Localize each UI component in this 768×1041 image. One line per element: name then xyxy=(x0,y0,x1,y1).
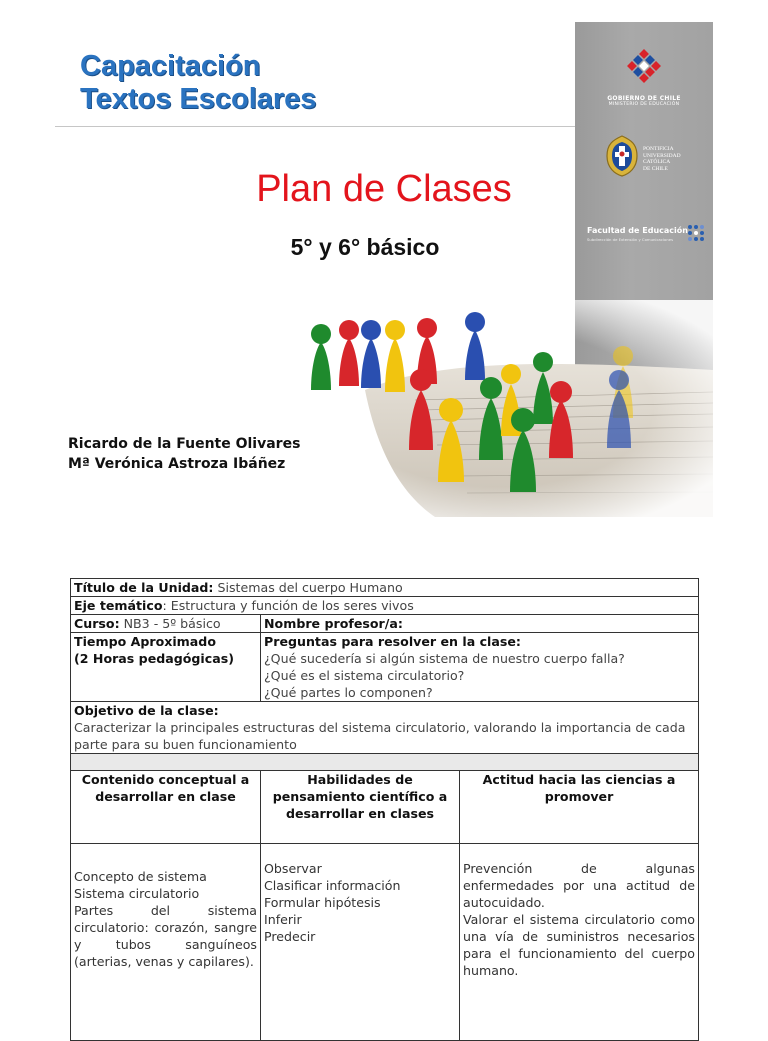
unit-value: Sistemas del cuerpo Humano xyxy=(213,580,403,595)
skill-item: Observar xyxy=(264,861,322,876)
question-item: ¿Qué sucedería si algún sistema de nuestro cuerpo falla? xyxy=(264,651,625,666)
attitude-item: Valorar el sistema circulatorio como una vía de suministros necesarios para el funcionamiento del cuerpo humano. xyxy=(463,912,695,978)
brand-line-2: Textos Escolares xyxy=(80,83,317,115)
brand-line-1: Capacitación xyxy=(80,50,261,82)
facultad-subtitle: Subdirección de Extensión y Comunicaciones xyxy=(587,237,674,242)
brand-heading xyxy=(80,50,316,116)
content-item: Partes del sistema circulatorio: corazón, sangre y tubos sanguíneos (arterias, venas y capilares). xyxy=(74,903,257,969)
skill-item: Inferir xyxy=(264,912,302,927)
page-subtitle: 5° y 6° básico xyxy=(290,234,440,260)
ministerio-text: MINISTERIO DE EDUCACIÓN xyxy=(608,102,680,107)
unit-row xyxy=(71,579,699,597)
gobierno-logo xyxy=(575,44,713,107)
attitude-item: Prevención de algunas enfermedades por una actitud de autocuidado. xyxy=(463,861,695,910)
content-header: Contenido conceptual a desarrollar en clase xyxy=(71,771,261,844)
uc-text: PONTIFICIA UNIVERSIDAD CATÓLICA DE CHILE xyxy=(643,146,681,172)
skill-item: Formular hipótesis xyxy=(264,895,381,910)
unit-label: Título de la Unidad: xyxy=(74,580,214,595)
content-item: Concepto de sistema xyxy=(74,869,207,884)
axis-value: : Estructura y función de los seres vivos xyxy=(162,598,414,613)
author-2: Mª Verónica Astroza Ibáñez xyxy=(68,456,286,472)
questions-label: Preguntas para resolver en la clase: xyxy=(264,634,521,649)
time-label: Tiempo Aproximado xyxy=(74,634,216,649)
skills-header: Habilidades de pensamiento científico a desarrollar en clases xyxy=(261,771,460,844)
lesson-plan-table xyxy=(70,578,699,1041)
time-value: (2 Horas pedagógicas) xyxy=(74,651,234,666)
skill-item: Predecir xyxy=(264,929,316,944)
columns-body-row xyxy=(71,844,699,1041)
columns-header-row xyxy=(71,771,699,844)
objective-label: Objetivo de la clase: xyxy=(74,703,219,718)
spacer-row xyxy=(71,754,699,771)
axis-row xyxy=(71,597,699,615)
course-row xyxy=(71,615,699,633)
course-label: Curso: xyxy=(74,616,120,631)
question-item: ¿Qué es el sistema circulatorio? xyxy=(264,668,465,683)
authors xyxy=(68,434,300,474)
content-item: Sistema circulatorio xyxy=(74,886,200,901)
header-divider xyxy=(55,126,575,127)
attitude-header: Actitud hacia las ciencias a promover xyxy=(460,771,699,844)
author-1: Ricardo de la Fuente Olivares xyxy=(68,436,301,452)
course-value: NB3 - 5º básico xyxy=(119,616,221,631)
question-item: ¿Qué partes lo componen? xyxy=(264,685,433,700)
gobierno-emblem-icon xyxy=(622,44,666,88)
page-title: Plan de Clases xyxy=(256,168,512,210)
skill-item: Clasificar información xyxy=(264,878,401,893)
facultad-title: Facultad de Educación xyxy=(587,226,688,235)
time-questions-row xyxy=(71,633,699,702)
gobierno-text: GOBIERNO DE CHILE xyxy=(607,95,681,102)
game-pieces-on-book-illustration xyxy=(285,300,713,517)
teacher-label: Nombre profesor/a: xyxy=(264,616,403,631)
objective-row xyxy=(71,702,699,754)
objective-value: Caracterizar la principales estructuras del sistema circulatorio, valorando la importancia de cada parte para su buen funcionamiento xyxy=(74,720,686,752)
axis-label: Eje temático xyxy=(74,598,163,613)
